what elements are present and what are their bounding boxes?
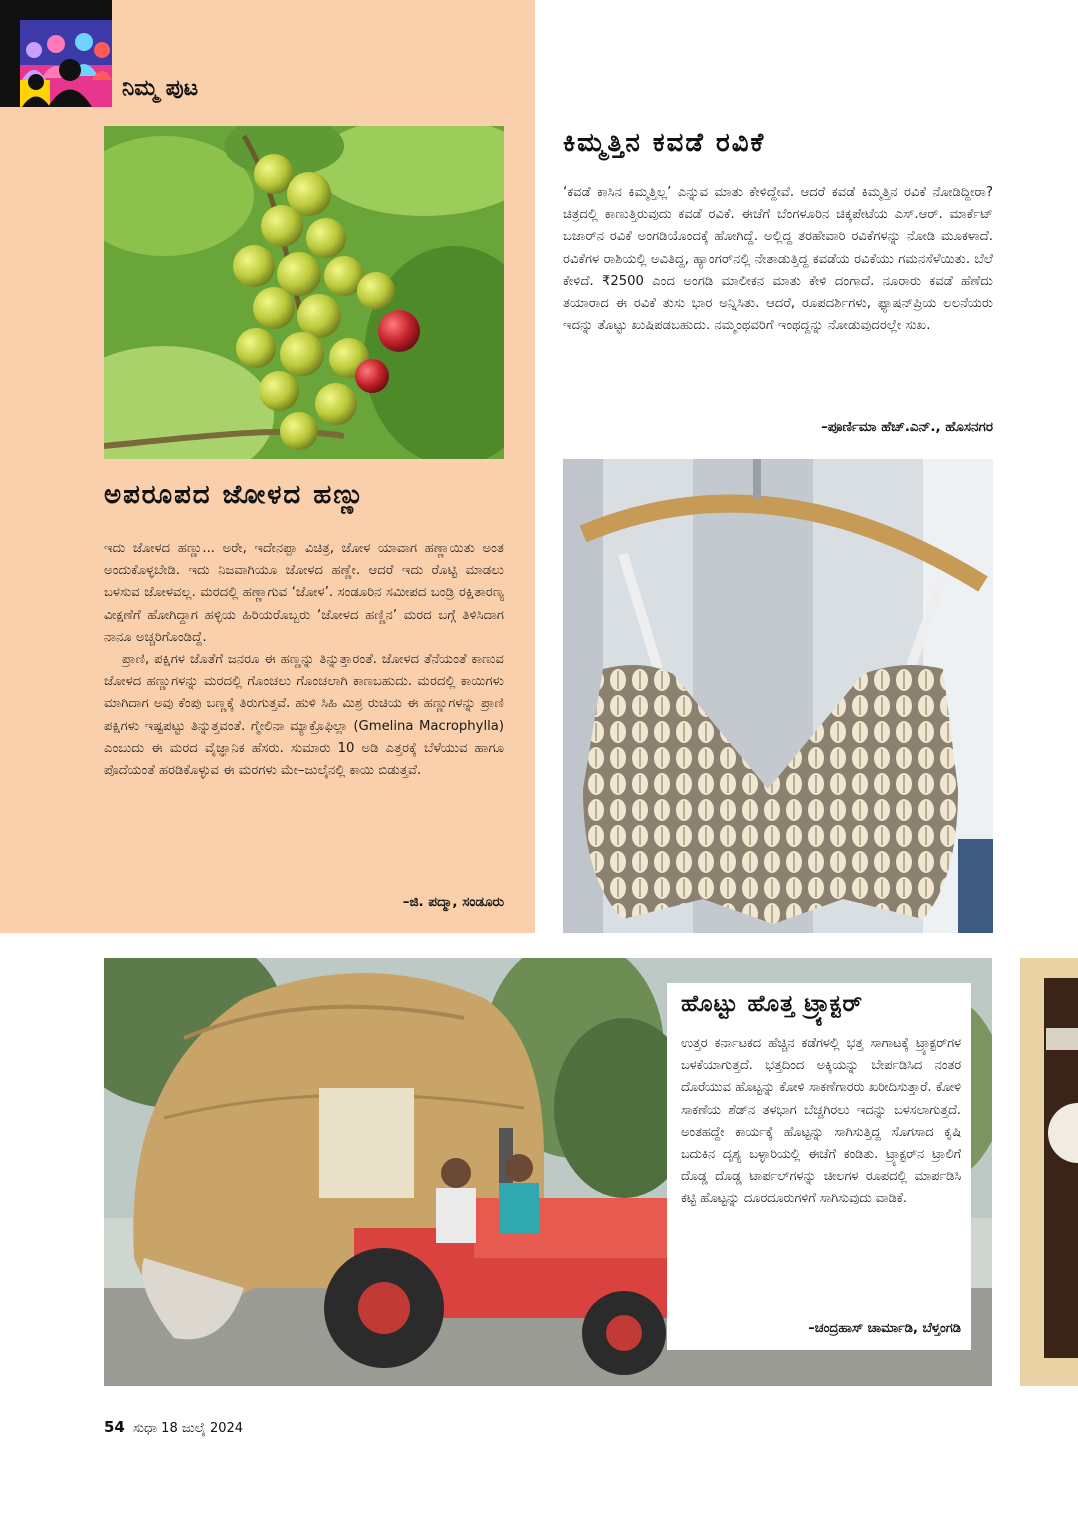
blouse-headline: ಕಿಮ್ಮತ್ತಿನ ಕವಡೆ ರವಿಕೆ bbox=[563, 128, 766, 158]
fruit-paragraph-2: ಪ್ರಾಣಿ, ಪಕ್ಷಿಗಳ ಜೊತೆಗೆ ಜನರೂ ಈ ಹಣ್ಣನ್ನು ತಿನ್ನುತ್ತಾರಂತೆ. ಜೋಳದ ತೆನೆಯಂತೆ ಕಾಣುವ ಜೋಳದ ಹಣ್ಣುಗಳನ್ನು ಮರದಲ್ಲಿ ಗೊಂಚಲು ಗೊಂಚಲಾಗಿ ಕಾಣಬಹುದು. ಮರದಲ್ಲಿ ಕಾಯಿಗಳು ಮಾಗಿದಾಗ ಅವು ಕೆಂಪು ಬಣ್ಣಕ್ಕೆ ತಿರುಗುತ್ತವೆ. ಹುಳಿ ಸಿಹಿ ಮಿಶ್ರ ರುಚಿಯ ಈ ಹಣ್ಣುಗಳನ್ನು ಪ್ರಾಣಿ ಪಕ್ಷಿಗಳು ಇಷ್ಟಪಟ್ಟು ತಿನ್ನುತ್ತವಂತೆ. ಗ್ಮೇಲಿನಾ ಮ್ಯಾಕ್ರೊಫಿಲ್ಲಾ (Gmelina Macrophylla) ಎಂಬುದು ಈ ಮರದ ವೈಜ್ಞಾನಿಕ ಹೆಸರು. ಸುಮಾರು 10 ಅಡಿ ಎತ್ತರಕ್ಕೆ ಬೆಳೆಯುವ ಹಾಗೂ ಪೊದೆಯಂತೆ ಹರಡಿಕೊಳ್ಳುವ ಈ ಮರಗಳು ಮೇ–ಜುಲೈನಲ್ಲಿ ಕಾಯಿ ಬಿಡುತ್ತವೆ. bbox=[104, 652, 504, 779]
tractor-headline: ಹೊಟ್ಟು ಹೊತ್ತ ಟ್ರ್ಯಾಕ್ಟರ್ bbox=[681, 991, 864, 1017]
page-number: 54 bbox=[104, 1418, 125, 1436]
tractor-body bbox=[681, 1033, 961, 1211]
cowrie-blouse-photo bbox=[563, 459, 993, 933]
fruit-body bbox=[104, 538, 504, 782]
fruit-paragraph-1: ಇದು ಜೋಳದ ಹಣ್ಣು... ಅರೇ, ಇದೇನಪ್ಪಾ ವಿಚಿತ್ರ, ಜೋಳ ಯಾವಾಗ ಹಣ್ಣಾಯಿತು ಅಂತ ಅಂದುಕೊಳ್ಳಬೇಡಿ. ಇದು ನಿಜವಾಗಿಯೂ ಜೋಳದ ಹಣ್ಣೇ. ಆದರೆ ಇದು ರೊಟ್ಟಿ ಮಾಡಲು ಬಳಸುವ ಜೋಳವಲ್ಲ. ಮರದಲ್ಲಿ ಹಣ್ಣಾಗುವ ‘ಜೋಳ’. ಸಂಡೂರಿನ ಸಮೀಪದ ಬಂಡ್ರಿ ರಕ್ಷಿತಾರಣ್ಯ ವೀಕ್ಷಣೆಗೆ ಹೋಗಿದ್ದಾಗ ಹಳ್ಳಿಯ ಹಿರಿಯರೊಬ್ಬರು ‘ಜೋಳದ ಹಣ್ಣಿನ’ ಮರದ ಬಗ್ಗೆ ತಿಳಿಸಿದಾಗ ನಾನೂ ಅಚ್ಚರಿಗೊಂಡಿದ್ದೆ. bbox=[104, 541, 504, 645]
fruit-cluster-photo bbox=[104, 126, 504, 459]
adjacent-photo-strip bbox=[1020, 958, 1078, 1386]
tractor-paragraph-1: ಉತ್ತರ ಕರ್ನಾಟಕದ ಹೆಚ್ಚಿನ ಕಡೆಗಳಲ್ಲಿ ಭತ್ತ ಸಾಗಾಟಕ್ಕೆ ಟ್ರ್ಯಾಕ್ಟರ್‌ಗಳ ಬಳಕೆಯಾಗುತ್ತದೆ. ಭತ್ತದಿಂದ ಅಕ್ಕಿಯನ್ನು ಬೇರ್ಪಡಿಸಿದ ನಂತರ ದೊರೆಯುವ ಹೊಟ್ಟನ್ನು ಕೋಳಿ ಸಾಕಣೆಗಾರರು ಖರೀದಿಸುತ್ತಾರೆ. ಕೋಳಿ ಸಾಕಣೆಯ ಶೆಡ್‌ನ ತಳಭಾಗ ಬೆಚ್ಚಗಿರಲು ಇದನ್ನು ಬಳಸಲಾಗುತ್ತದೆ. ಅಂತಹದ್ದೇ ಕಾರ್ಯಕ್ಕೆ ಹೊಟ್ಟನ್ನು ಸಾಗಿಸುತ್ತಿದ್ದ ಸೊಗಸಾದ ಕೃಷಿ ಬದುಕಿನ ದೃಶ್ಯ ಬಳ್ಳಾರಿಯಲ್ಲಿ ಈಚೆಗೆ ಕಂಡಿತು. ಟ್ರ್ಯಾಕ್ಟರ್‌ನ ಟ್ರಾಲಿಗೆ ದೊಡ್ಡ ದೊಡ್ಡ ಟಾರ್ಪಲ್‌ಗಳನ್ನು ಚೀಲಗಳ ರೂಪದಲ್ಲಿ ಮಾರ್ಪಡಿಸಿ ಕಟ್ಟಿ ಹೊಟ್ಟನ್ನು ದೂರದೂರುಗಳಿಗೆ ಸಾಗಿಸುವುದು ವಾಡಿಕೆ. bbox=[681, 1036, 961, 1207]
blouse-byline: –ಪೂರ್ಣಿಮಾ ಹೆಚ್.ಎನ್., ಹೊಸನಗರ bbox=[821, 419, 993, 435]
tractor-byline: –ಚಂದ್ರಹಾಸ್ ಚಾರ್ಮಾಡಿ, ಬೆಳ್ತಂಗಡಿ bbox=[808, 1321, 961, 1336]
fruit-byline: –ಜಿ. ಪದ್ಮಾ, ಸಂಡೂರು bbox=[402, 894, 504, 910]
fruit-headline: ಅಪರೂಪದ ಜೋಳದ ಹಣ್ಣು bbox=[104, 480, 366, 510]
page-folio bbox=[104, 1418, 243, 1436]
section-title: ನಿಮ್ಮ ಪುಟ bbox=[122, 76, 199, 101]
blouse-body bbox=[563, 182, 993, 337]
crowd-silhouette-icon bbox=[20, 20, 112, 107]
blouse-paragraph-1: ‘ಕವಡೆ ಕಾಸಿನ ಕಿಮ್ಮತ್ತಿಲ್ಲ’ ಎನ್ನುವ ಮಾತು ಕೇಳಿದ್ದೇವೆ. ಆದರೆ ಕವಡೆ ಕಿಮ್ಮತ್ತಿನ ರವಿಕೆ ನೋಡಿದ್ದೀರಾ? ಚಿತ್ರದಲ್ಲಿ ಕಾಣುತ್ತಿರುವುದು ಕವಡೆ ರವಿಕೆ. ಈಚೆಗೆ ಬೆಂಗಳೂರಿನ ಚಿಕ್ಕಪೇಟೆಯ ಎಸ್.ಆರ್. ಮಾರ್ಕೆಟ್ ಬಜಾರ್‌ನ ರವಿಕೆ ಅಂಗಡಿಯೊಂದಕ್ಕೆ ಹೋಗಿದ್ದೆ. ಅಲ್ಲಿದ್ದ ತರಹೇವಾರಿ ರವಿಕೆಗಳನ್ನು ನೋಡಿ ಮೂಕಳಾದೆ. ರವಿಕೆಗಳ ರಾಶಿಯಲ್ಲಿ ಅವಿತಿದ್ದ, ಹ್ಯಾಂಗರ್‌ನಲ್ಲಿ ನೇತಾಡುತ್ತಿದ್ದ ಕವಡೆಯ ರವಿಕೆಯು ಗಮನಸೆಳೆಯಿತು. ಬೆಲೆ ಕೇಳಿದೆ. ₹2500 ಎಂದ ಅಂಗಡಿ ಮಾಲೀಕನ ಮಾತು ಕೇಳಿ ದಂಗಾದೆ. ನೂರಾರು ಕವಡೆ ಹೆಣೆದು ತಯಾರಾದ ಈ ರವಿಕೆ ತುಸು ಭಾರ ಅನ್ನಿಸಿತು. ಆದರೆ, ರೂಪದರ್ಶಿಗಳು, ಫ್ಯಾಷನ್‌ಪ್ರಿಯ ಲಲನೆಯರು ಇದನ್ನು ತೊಟ್ಟು ಖುಷಿಪಡಬಹುದು. ನಮ್ಮಂಥವರಿಗೆ ಇಂಥದ್ದನ್ನು ನೋಡುವುದರಲ್ಲೇ ಸುಖ. bbox=[563, 185, 993, 334]
publication-date: ಸುಧಾ 18 ಜುಲೈ 2024 bbox=[133, 1421, 244, 1436]
tractor-caption-box bbox=[667, 983, 971, 1350]
